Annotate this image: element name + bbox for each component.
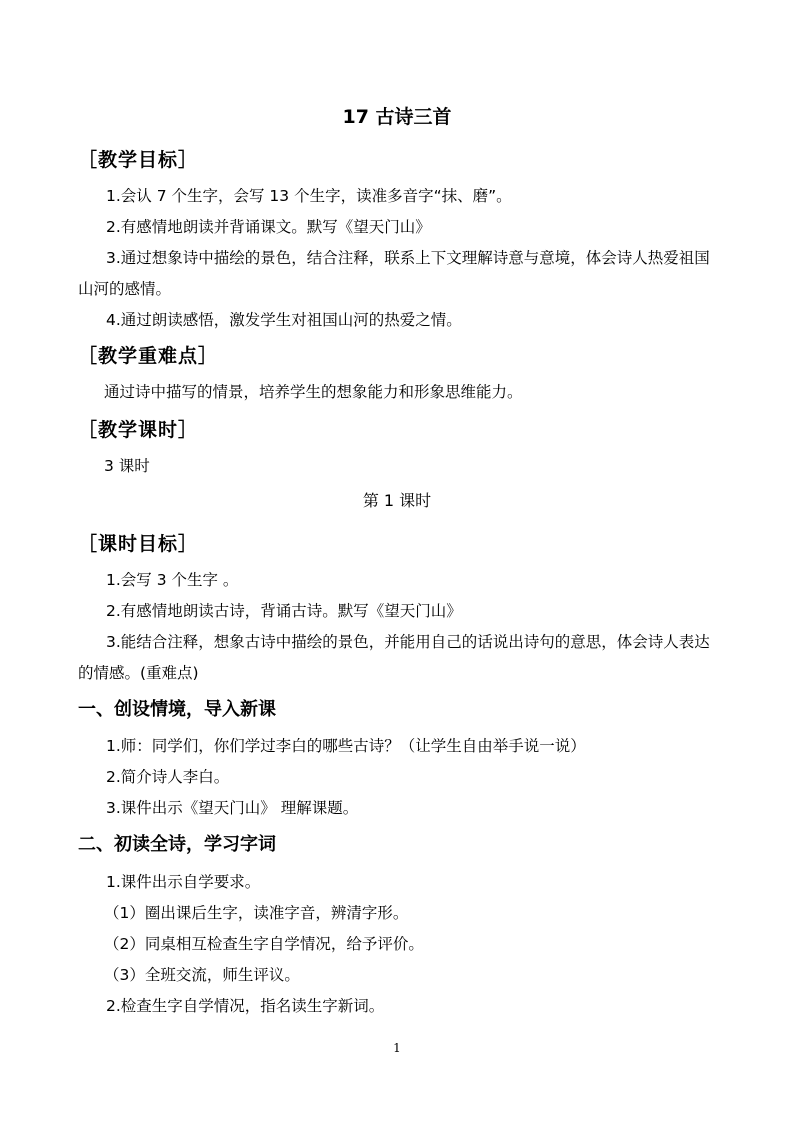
part-2-item-2: 2.检查生字自学情况，指名读生字新词。 bbox=[106, 997, 385, 1015]
key-points-text: 通过诗中描写的情景，培养学生的想象能力和形象思维能力。 bbox=[104, 383, 523, 401]
goal-item-1: 1.会认 7 个生字，会写 13 个生字，读准多音字“抹、磨”。 bbox=[106, 187, 512, 205]
part-1-item-2: 2.简介诗人李白。 bbox=[106, 768, 230, 786]
teaching-goals-heading: ［教学目标］ bbox=[78, 149, 199, 171]
lesson-goal-item-3: 3.能结合注释，想象古诗中描绘的景色，并能用自己的话说出诗句的意思，体会诗人表达 bbox=[106, 633, 710, 651]
lesson-1-heading: 第 1 课时 bbox=[362, 491, 432, 510]
part-2-heading: 二、初读全诗，学习字词 bbox=[78, 834, 276, 855]
part-1-item-3: 3.课件出示《望天门山》 理解课题。 bbox=[106, 799, 359, 817]
part-2-subitem-3: （3）全班交流，师生评议。 bbox=[104, 966, 300, 984]
goal-item-3: 3.通过想象诗中描绘的景色，结合注释，联系上下文理解诗意与意境，体会诗人热爱祖国 bbox=[106, 249, 710, 267]
goal-item-3-cont: 山河的感情。 bbox=[78, 280, 172, 298]
lesson-goals-heading: ［课时目标］ bbox=[78, 533, 199, 555]
hours-text: 3 课时 bbox=[104, 457, 150, 475]
lesson-goal-item-3-cont: 的情感。(重难点) bbox=[78, 664, 199, 682]
hours-heading: ［教学课时］ bbox=[78, 419, 199, 441]
lesson-goal-item-1: 1.会写 3 个生字 。 bbox=[106, 571, 239, 589]
document-title: 17 古诗三首 bbox=[342, 106, 452, 128]
part-2-subitem-1: （1）圈出课后生字，读准字音，辨清字形。 bbox=[104, 904, 409, 922]
part-2-item-1: 1.课件出示自学要求。 bbox=[106, 873, 261, 891]
part-1-heading: 一、创设情境，导入新课 bbox=[78, 699, 276, 720]
goal-item-2: 2.有感情地朗读并背诵课文。默写《望天门山》 bbox=[106, 218, 431, 236]
key-points-heading: ［教学重难点］ bbox=[78, 345, 219, 367]
lesson-goal-item-2: 2.有感情地朗读古诗，背诵古诗。默写《望天门山》 bbox=[106, 602, 462, 620]
part-1-item-1: 1.师：同学们，你们学过李白的哪些古诗？（让学生自由举手说一说） bbox=[106, 737, 586, 755]
goal-item-4: 4.通过朗读感悟，激发学生对祖国山河的热爱之情。 bbox=[106, 311, 462, 329]
part-2-subitem-2: （2）同桌相互检查生字自学情况，给予评价。 bbox=[104, 935, 424, 953]
page-number: 1 bbox=[393, 1041, 401, 1055]
